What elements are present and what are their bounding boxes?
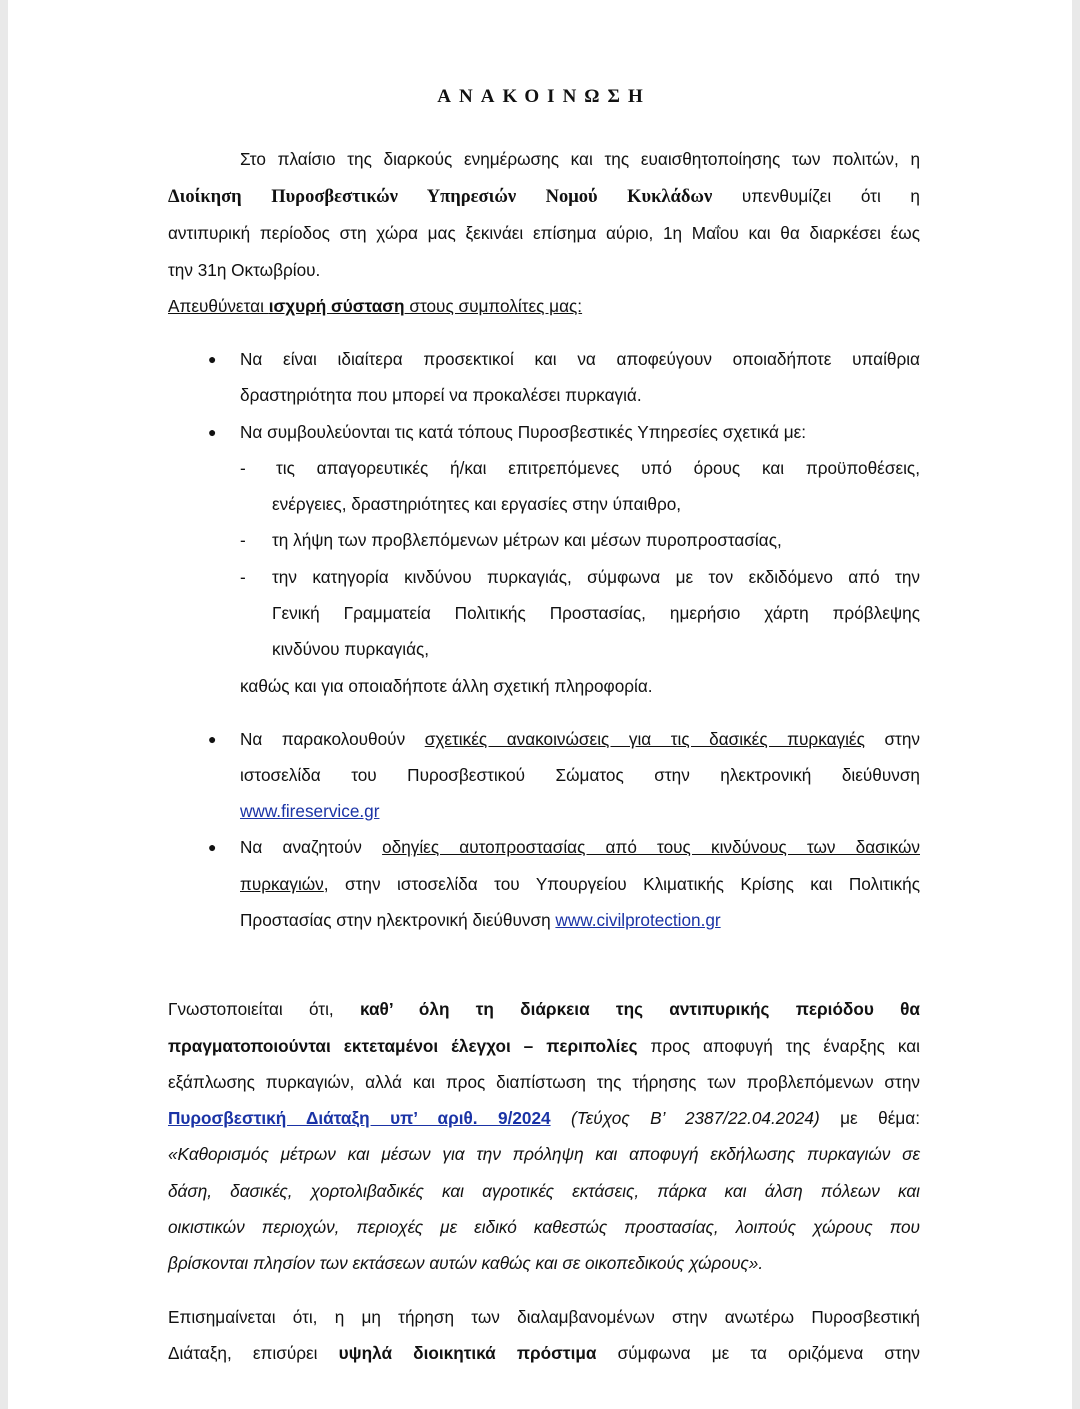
bullet4-line-1: Να αναζητούν οδηγίες αυτοπροστασίας από τους κινδύνους των δασικών: [240, 837, 920, 857]
bullet4-line-2: πυρκαγιών, στην ιστοσελίδα του Υπουργείου Κλιματικής Κρίσης και Πολιτικής: [240, 874, 920, 894]
intro-line-2: Διοίκηση Πυροσβεστικών Υπηρεσιών Νομού Κυκλάδων υπενθυμίζει ότι η: [168, 186, 920, 207]
bullet2-line-1: Να συμβουλεύονται τις κατά τόπους Πυροσβεστικές Υπηρεσίες σχετικά με:: [240, 422, 807, 442]
bullet-icon: ●: [208, 351, 217, 367]
civilprotection-link[interactable]: www.civilprotection.gr: [555, 910, 721, 930]
dash-icon: -: [240, 530, 246, 550]
notice-line-6: δάση, δασικές, χορτολιβαδικές και αγροτικές εκτάσεις, πάρκα και άλση πόλεων και: [168, 1181, 920, 1201]
notice-line-5: «Καθορισμός μέτρων και μέσων για την πρόληψη και αποφυγή εκδήλωσης πυρκαγιών σε: [168, 1144, 920, 1164]
notice-line-2: πραγματοποιούνται εκτεταμένοι έλεγχοι – περιπολίες προς αποφυγή της έναρξης και: [168, 1036, 921, 1056]
bullet2-sub3-line-3: κινδύνου πυρκαγιάς,: [272, 639, 430, 659]
penalty-line-1: Επισημαίνεται ότι, η μη τήρηση των διαλαμβανομένων στην ανωτέρω Πυροσβεστική: [168, 1307, 920, 1327]
bullet1-line-2: δραστηριότητα που μπορεί να προκαλέσει πυρκαγιά.: [240, 385, 642, 405]
intro-line-4: την 31η Οκτωβρίου.: [168, 260, 321, 280]
fire-ordinance-link[interactable]: Πυροσβεστική Διάταξη υπ’ αριθ. 9/2024: [168, 1108, 551, 1128]
document-page: [8, 0, 1072, 1409]
bullet2-sub3-line-1: την κατηγορία κινδύνου πυρκαγιάς, σύμφωνα με τον εκδιδόμενο από την: [272, 567, 920, 587]
document-title: ΑΝΑΚΟΙΝΩΣΗ: [437, 86, 651, 107]
bullet1-line-1: Να είναι ιδιαίτερα προσεκτικοί και να αποφεύγουν οποιαδήποτε υπαίθρια: [240, 349, 920, 369]
penalty-line-2: Διάταξη, επισύρει υψηλά διοικητικά πρόστιμα σύμφωνα με τα οριζόμενα στην: [168, 1343, 920, 1363]
bullet4-line-3: Προστασίας στην ηλεκτρονική διεύθυνση www.civilprotection.gr: [240, 910, 721, 930]
dash-icon: -: [240, 458, 246, 478]
fireservice-link[interactable]: www.fireservice.gr: [240, 801, 380, 821]
bullet-icon: ●: [208, 424, 217, 440]
notice-line-8: βρίσκονται πλησίον των εκτάσεων αυτών καθώς και σε οικοπεδικούς χώρους».: [168, 1253, 764, 1273]
bullet2-sub2: τη λήψη των προβλεπόμενων μέτρων και μέσων πυροπροστασίας,: [272, 530, 782, 550]
bullet3-line-1: Να παρακολουθούν σχετικές ανακοινώσεις για τις δασικές πυρκαγιές στην: [240, 729, 920, 749]
notice-line-3: εξάπλωσης πυρκαγιών, αλλά και προς διαπίστωση της τήρησης των προβλεπόμενων στην: [168, 1072, 920, 1092]
bullet2-closing: καθώς και για οποιαδήποτε άλλη σχετική πληροφορία.: [240, 676, 653, 696]
bullet-icon: ●: [208, 731, 217, 747]
bullet-icon: ●: [208, 839, 217, 855]
notice-line-7: οικιστικών περιοχών, περιοχές με ειδικό καθεστώς προστασίας, λοιπούς χώρους που: [168, 1217, 920, 1237]
bullet2-sub3-line-2: Γενική Γραμματεία Πολιτικής Προστασίας, ημερήσιο χάρτη πρόβλεψης: [272, 603, 920, 623]
fire-service-name: Διοίκηση Πυροσβεστικών Υπηρεσιών Νομού Κυκλάδων: [168, 187, 713, 207]
bullet3-line-3: [240, 799, 920, 823]
dash-icon: -: [240, 567, 246, 587]
bullet2-sub1-line-1: τις απαγορευτικές ή/και επιτρεπόμενες υπό όρους και προϋποθέσεις,: [276, 458, 920, 478]
notice-line-1: Γνωστοποιείται ότι, καθ’ όλη τη διάρκεια της αντιπυρικής περιόδου θα: [168, 999, 920, 1019]
bullet2-sub1-line-2: ενέργειες, δραστηριότητες και εργασίες στην ύπαιθρο,: [272, 494, 682, 514]
recommendation-heading: Απευθύνεται ισχυρή σύσταση στους συμπολίτες μας:: [168, 296, 583, 316]
intro-line-3: αντιπυρική περίοδος στη χώρα μας ξεκινάει επίσημα αύριο, 1η Μαΐου και θα διαρκέσει έως: [168, 223, 920, 243]
notice-line-4: Πυροσβεστική Διάταξη υπ’ αριθ. 9/2024 (Τεύχος Β’ 2387/22.04.2024) με θέμα:: [168, 1108, 921, 1128]
intro-line-1: Στο πλαίσιο της διαρκούς ενημέρωσης και της ευαισθητοποίησης των πολιτών, η: [240, 149, 920, 169]
bullet3-line-2: ιστοσελίδα του Πυροσβεστικού Σώματος στην ηλεκτρονική διεύθυνση: [240, 765, 920, 785]
